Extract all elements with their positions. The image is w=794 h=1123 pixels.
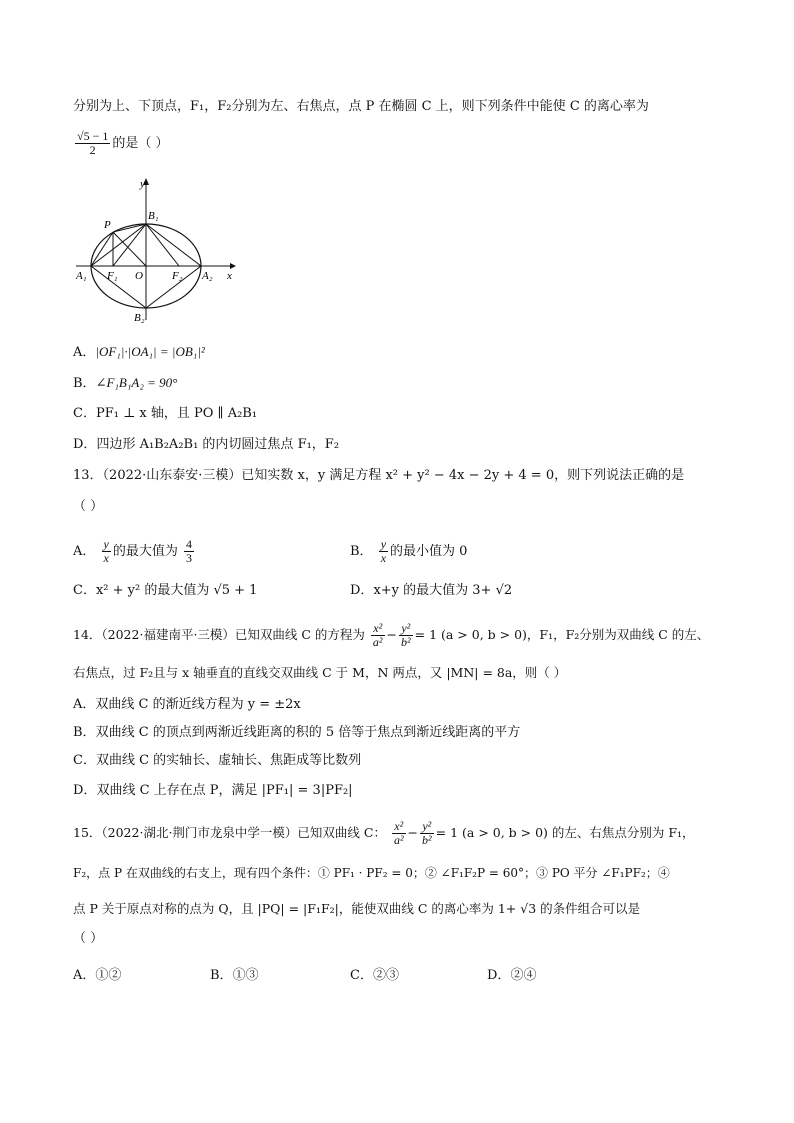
option-text: PF₁ ⊥ x 轴，且 PO ∥ A₂B₁ [95,406,258,421]
q12-stem-tail: 的是（ ） [112,136,169,151]
q12-option-b[interactable] [73,374,177,393]
frac-denominator: 3 [186,551,193,565]
option-letter: A． [73,544,96,559]
q14-stem-line2: 右焦点，过 F₂且与 x 轴垂直的直线交双曲线 C 于 M，N 两点，又 |MN| = 8a，则（ ） [73,665,567,680]
frac-denominator: 2 [89,143,96,157]
frac-numerator: x² [392,820,406,834]
option-letter: D． [73,783,97,798]
q13-option-d[interactable] [350,582,512,600]
q12-option-d[interactable] [73,436,339,454]
q12-ellipse-figure [70,175,240,325]
frac-denominator: x [103,551,109,565]
option-letter: D． [350,583,374,598]
frac-denominator: x [380,551,387,565]
option-letter: B． [210,968,233,983]
minus-sign: − [386,627,398,642]
option-text: ②③ [372,968,399,983]
option-letter: B． [73,725,96,740]
q15-option-c[interactable] [350,967,399,985]
label-f2: F₂ [172,270,183,282]
frac-denominator: a² [372,635,383,649]
frac-denominator: b² [422,833,432,847]
q15-option-d[interactable] [487,967,536,985]
x-axis-arrow [230,263,236,269]
q12-stem-line2 [73,130,169,157]
q14-option-c[interactable] [73,752,361,770]
frac-denominator: b² [401,635,411,649]
option-value-fraction [184,538,194,565]
option-letter: B． [73,376,96,391]
option-fraction [102,538,111,565]
label-origin: O [135,270,143,282]
option-letter: D． [487,968,511,983]
frac-numerator: x² [371,622,385,636]
frac-denominator: a² [393,833,404,847]
q15-stem-line1 [73,820,695,847]
frac-numerator: y² [399,622,413,636]
option-text: ∠F₁B₁A₂ = 90° [95,375,178,390]
segment-p-a1 [91,232,113,266]
q14-fraction-x [371,622,385,649]
q15-stem-line3: 点 P 关于原点对称的点为 Q，且 |PQ| = |F₁F₂|，能使双曲线 C 的离心率为 1+ √3 的条件组合可以是 [73,901,641,916]
option-fraction [379,538,388,565]
option-text: ②④ [510,968,537,983]
label-b2: B₂ [134,312,145,324]
option-letter: C． [73,583,96,598]
q14-fraction-y [399,622,413,649]
option-text: x² + y² 的最大值为 √5 + 1 [95,583,258,598]
q14-option-a[interactable] [73,696,301,714]
q15-option-b[interactable] [210,967,259,985]
option-text: ①② [95,968,122,983]
q15-answer-paren: （ ） [73,931,104,946]
label-f1: F₁ [107,270,118,282]
frac-numerator: √5 − 1 [77,129,109,143]
option-text: 双曲线 C 的顶点到两渐近线距离的积的 5 倍等于焦点到渐近线距离的平方 [95,725,521,740]
q14-option-b[interactable] [73,724,520,742]
q13-option-c[interactable] [73,582,257,600]
minus-sign: − [407,825,419,840]
q14-stem-post: = 1 (a > 0, b > 0)，F₁，F₂分别为双曲线 C 的左、 [414,627,710,642]
q13-option-b[interactable] [350,538,467,565]
q14-stem-pre: 14．（2022·福建南平·三模）已知双曲线 C 的方程为 [73,627,365,642]
q15-fraction-x [392,820,406,847]
option-letter: C． [350,968,373,983]
q13-option-a[interactable] [73,538,196,565]
option-text: 的最小值为 0 [390,544,468,559]
q12-stem-line1: 分别为上、下顶点，F₁，F₂分别为左、右焦点，点 P 在椭圆 C 上，则下列条件中能使 C 的离心率为 [73,99,649,114]
option-text: 的最大值为 [112,544,178,559]
label-b1: B₁ [148,210,159,222]
option-text: |OF₁|·|OA₁| = |OB₁|² [95,344,205,359]
frac-numerator: y [103,537,109,551]
q15-stem-line2: F₂，点 P 在双曲线的右支上，现有四个条件：① PF₁ · PF₂ = 0；② ∠F₁F₂P = 60°；③ PO 平分 ∠F₁PF₂；④ [73,866,670,880]
frac-numerator: y [380,537,387,551]
q15-fraction-y [420,820,434,847]
q12-option-c[interactable] [73,405,257,423]
option-text: ①③ [232,968,259,983]
option-letter: C． [73,753,96,768]
frac-numerator: y² [420,820,434,834]
label-point-p: P [104,219,111,231]
option-letter: A． [73,345,96,360]
option-text: 四边形 A₁B₂A₂B₁ 的内切圆过焦点 F₁，F₂ [96,437,340,452]
option-letter: B． [350,544,373,559]
q15-stem-post: = 1 (a > 0, b > 0) 的左、右焦点分别为 F₁， [435,825,695,840]
option-text: 双曲线 C 的渐近线方程为 y = ±2x [95,697,301,712]
label-a2: A₂ [202,270,213,282]
option-text: 双曲线 C 的实轴长、虚轴长、焦距成等比数列 [95,753,362,768]
option-letter: A． [73,968,96,983]
label-x-axis: x [227,270,232,282]
option-text: x+y 的最大值为 3+ √2 [373,583,513,598]
frac-numerator: 4 [186,537,193,551]
q12-option-a[interactable] [73,343,205,362]
q15-option-a[interactable] [73,967,121,985]
label-y-axis: y [140,178,145,190]
option-letter: D． [73,437,97,452]
q14-option-d[interactable] [73,782,353,800]
q12-eccentricity-fraction [75,130,110,157]
label-a1: A₁ [76,270,87,282]
q15-stem-pre: 15．（2022·湖北·荆门市龙泉中学一模）已知双曲线 C： [73,825,386,840]
q13-answer-paren: （ ） [73,499,104,514]
q13-stem: 13．（2022·山东泰安·三模）已知实数 x，y 满足方程 x² + y² − 4x − 2y + 4 = 0，则下列说法正确的是 [73,468,685,483]
option-text: 双曲线 C 上存在点 P，满足 |PF₁| = 3|PF₂| [96,783,353,798]
option-letter: A． [73,697,96,712]
q14-stem-line1 [73,622,709,649]
option-letter: C． [73,406,96,421]
